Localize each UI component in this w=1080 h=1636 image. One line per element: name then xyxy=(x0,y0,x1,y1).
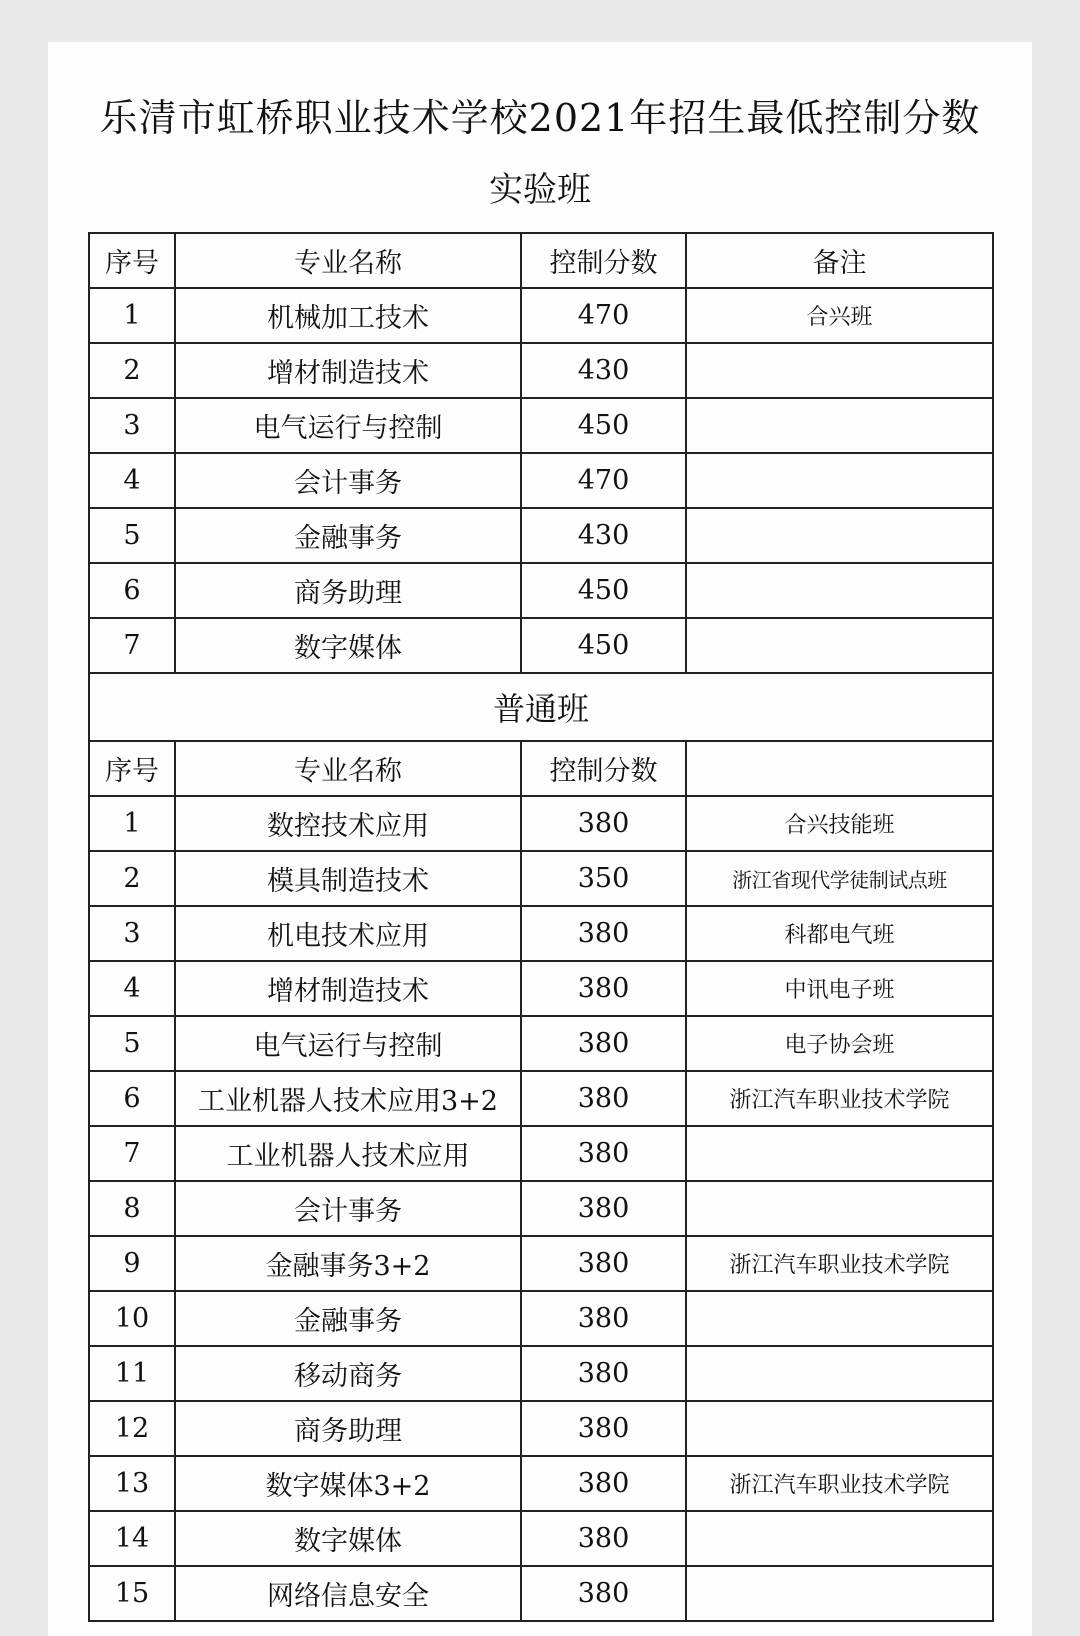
table-row xyxy=(89,453,993,508)
major-name: 金融事务3+2 xyxy=(175,1236,521,1291)
table-row xyxy=(89,343,993,398)
control-score: 450 xyxy=(521,618,686,673)
row-number: 13 xyxy=(89,1456,175,1511)
table-header-row xyxy=(89,741,993,796)
table-row xyxy=(89,288,993,343)
document-page xyxy=(48,42,1032,1636)
table-header-row xyxy=(89,233,993,288)
remark xyxy=(686,618,993,673)
row-number: 7 xyxy=(89,618,175,673)
row-number: 9 xyxy=(89,1236,175,1291)
remark: 浙江汽车职业技术学院 xyxy=(686,1071,993,1126)
header-score: 控制分数 xyxy=(521,233,686,288)
major-name: 数字媒体3+2 xyxy=(175,1456,521,1511)
control-score: 430 xyxy=(521,508,686,563)
row-number: 11 xyxy=(89,1346,175,1401)
major-name: 增材制造技术 xyxy=(175,343,521,398)
control-score: 350 xyxy=(521,851,686,906)
remark: 电子协会班 xyxy=(686,1016,993,1071)
row-number: 4 xyxy=(89,961,175,1016)
row-number: 2 xyxy=(89,343,175,398)
remark xyxy=(686,1181,993,1236)
table-row xyxy=(89,1126,993,1181)
control-score: 450 xyxy=(521,398,686,453)
table-row xyxy=(89,563,993,618)
row-number: 6 xyxy=(89,1071,175,1126)
major-name: 模具制造技术 xyxy=(175,851,521,906)
control-score: 430 xyxy=(521,343,686,398)
remark xyxy=(686,508,993,563)
header-no: 序号 xyxy=(89,233,175,288)
remark xyxy=(686,1511,993,1566)
major-name: 移动商务 xyxy=(175,1346,521,1401)
control-score: 470 xyxy=(521,288,686,343)
score-table xyxy=(88,232,994,1622)
row-number: 5 xyxy=(89,508,175,563)
remark xyxy=(686,1401,993,1456)
control-score: 380 xyxy=(521,1126,686,1181)
row-number: 14 xyxy=(89,1511,175,1566)
table-row xyxy=(89,906,993,961)
remark xyxy=(686,563,993,618)
control-score: 380 xyxy=(521,1456,686,1511)
control-score: 450 xyxy=(521,563,686,618)
row-number: 10 xyxy=(89,1291,175,1346)
remark xyxy=(686,343,993,398)
table-row xyxy=(89,1071,993,1126)
remark: 合兴技能班 xyxy=(686,796,993,851)
remark: 浙江汽车职业技术学院 xyxy=(686,1236,993,1291)
row-number: 3 xyxy=(89,906,175,961)
major-name: 机电技术应用 xyxy=(175,906,521,961)
control-score: 380 xyxy=(521,1566,686,1621)
major-name: 网络信息安全 xyxy=(175,1566,521,1621)
header-score: 控制分数 xyxy=(521,741,686,796)
section-row xyxy=(89,673,993,741)
major-name: 电气运行与控制 xyxy=(175,1016,521,1071)
row-number: 8 xyxy=(89,1181,175,1236)
table-row xyxy=(89,1016,993,1071)
row-number: 1 xyxy=(89,288,175,343)
major-name: 数控技术应用 xyxy=(175,796,521,851)
remark: 浙江省现代学徒制试点班 xyxy=(686,851,993,906)
major-name: 工业机器人技术应用 xyxy=(175,1126,521,1181)
control-score: 380 xyxy=(521,906,686,961)
control-score: 380 xyxy=(521,1401,686,1456)
table-row xyxy=(89,618,993,673)
header-note: 备注 xyxy=(686,233,993,288)
table-row xyxy=(89,1346,993,1401)
control-score: 380 xyxy=(521,961,686,1016)
remark xyxy=(686,453,993,508)
control-score: 380 xyxy=(521,1346,686,1401)
header-note xyxy=(686,741,993,796)
header-no: 序号 xyxy=(89,741,175,796)
major-name: 数字媒体 xyxy=(175,618,521,673)
remark xyxy=(686,1126,993,1181)
table-row xyxy=(89,851,993,906)
remark: 合兴班 xyxy=(686,288,993,343)
major-name: 会计事务 xyxy=(175,453,521,508)
major-name: 数字媒体 xyxy=(175,1511,521,1566)
control-score: 470 xyxy=(521,453,686,508)
remark xyxy=(686,1291,993,1346)
remark xyxy=(686,398,993,453)
section-heading-regular: 普通班 xyxy=(89,673,993,741)
remark: 科都电气班 xyxy=(686,906,993,961)
row-number: 15 xyxy=(89,1566,175,1621)
remark xyxy=(686,1346,993,1401)
table-row xyxy=(89,508,993,563)
control-score: 380 xyxy=(521,796,686,851)
table-row xyxy=(89,398,993,453)
control-score: 380 xyxy=(521,1291,686,1346)
table-row xyxy=(89,796,993,851)
major-name: 金融事务 xyxy=(175,1291,521,1346)
major-name: 工业机器人技术应用3+2 xyxy=(175,1071,521,1126)
row-number: 7 xyxy=(89,1126,175,1181)
row-number: 1 xyxy=(89,796,175,851)
remark: 中讯电子班 xyxy=(686,961,993,1016)
table-row xyxy=(89,1511,993,1566)
row-number: 12 xyxy=(89,1401,175,1456)
remark: 浙江汽车职业技术学院 xyxy=(686,1456,993,1511)
row-number: 4 xyxy=(89,453,175,508)
control-score: 380 xyxy=(521,1236,686,1291)
major-name: 机械加工技术 xyxy=(175,288,521,343)
table-row xyxy=(89,1236,993,1291)
table-row xyxy=(89,1291,993,1346)
header-major: 专业名称 xyxy=(175,741,521,796)
table-row xyxy=(89,1566,993,1621)
table-row xyxy=(89,1456,993,1511)
major-name: 电气运行与控制 xyxy=(175,398,521,453)
table-row xyxy=(89,1181,993,1236)
major-name: 增材制造技术 xyxy=(175,961,521,1016)
row-number: 3 xyxy=(89,398,175,453)
row-number: 2 xyxy=(89,851,175,906)
section-heading-experimental: 实验班 xyxy=(489,170,591,210)
major-name: 商务助理 xyxy=(175,1401,521,1456)
remark xyxy=(686,1566,993,1621)
major-name: 商务助理 xyxy=(175,563,521,618)
control-score: 380 xyxy=(521,1511,686,1566)
control-score: 380 xyxy=(521,1071,686,1126)
major-name: 会计事务 xyxy=(175,1181,521,1236)
row-number: 5 xyxy=(89,1016,175,1071)
table-row xyxy=(89,961,993,1016)
control-score: 380 xyxy=(521,1016,686,1071)
header-major: 专业名称 xyxy=(175,233,521,288)
major-name: 金融事务 xyxy=(175,508,521,563)
table-row xyxy=(89,1401,993,1456)
row-number: 6 xyxy=(89,563,175,618)
page-title: 乐清市虹桥职业技术学校2021年招生最低控制分数 xyxy=(99,96,981,140)
control-score: 380 xyxy=(521,1181,686,1236)
